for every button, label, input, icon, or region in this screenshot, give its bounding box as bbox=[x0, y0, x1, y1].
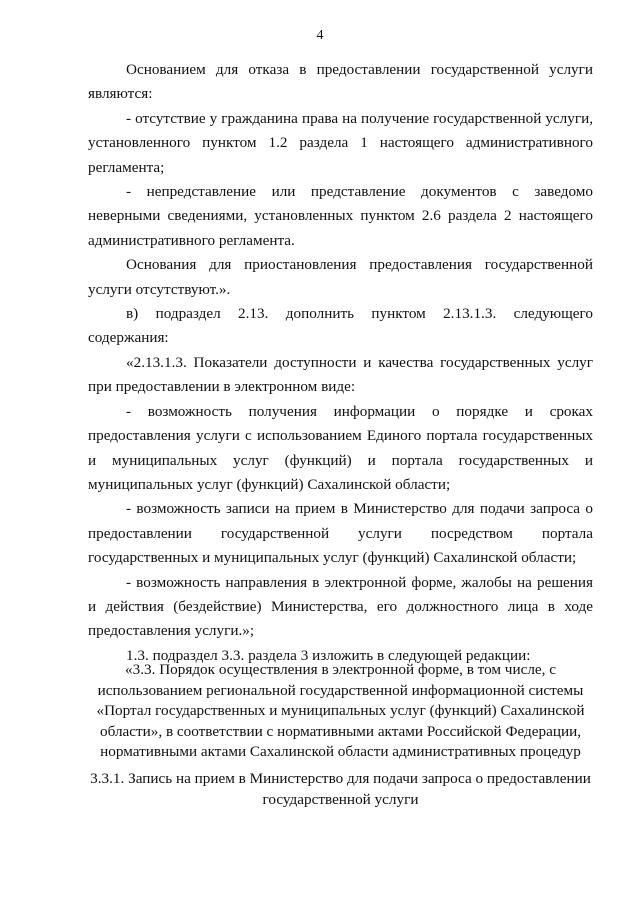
paragraph-amend-2-13: в) подраздел 2.13. дополнить пунктом 2.13.1.3. следующего содержания: bbox=[88, 305, 593, 347]
paragraph-complaint: - возможность направления в электронной форме, жалобы на решения и действия (бездействие) Министерства, его должностного лица в ходе предоставления услуги.»; bbox=[88, 573, 593, 640]
paragraph-amend-3-3: 1.3. подраздел 3.3. раздела 3 изложить в следующей редакции: bbox=[126, 646, 531, 664]
paragraph-indicators: «2.13.1.3. Показатели доступности и качества государственных услуг при предоставлении в электронном виде: bbox=[88, 353, 593, 396]
paragraph-no-right: - отсутствие у гражданина права на получение государственной услуги, установленного пунктом 1.2 раздела 1 настоящего административного регламента; bbox=[88, 109, 593, 176]
document-body bbox=[88, 58, 593, 668]
page-number: 4 bbox=[316, 28, 324, 43]
paragraph-appointment: - возможность записи на прием в Министерство для подачи запроса о предоставлении государственной услуги посредством портала государственных и муниципальных услуг (функций) Сахалинской области; bbox=[88, 500, 593, 567]
paragraph-info-access: - возможность получения информации о порядке и сроках предоставления услуги с использованием Единого портала государственных и муниципальных услуг (функций) и портала государственных и муниципальных услуг (функций) Сахалинской области; bbox=[88, 402, 593, 493]
paragraph-false-documents: - непредставление или представление документов с заведомо неверными сведениями, установленных пунктом 2.6 раздела 2 настоящего административного регламента. bbox=[88, 183, 593, 249]
paragraph-refusal-grounds: Основанием для отказа в предоставлении государственной услуги являются: bbox=[88, 61, 593, 103]
section-heading-3-3: «3.3. Порядок осуществления в электронной форме, в том числе, с использованием региональной государственной информационной системы «Портал государственных и муниципальных услуг (функций) Сахалинской области», в соответствии с нормативными актами Российской Федерации, нормативными актами Сахалинской области административных процедур bbox=[96, 661, 585, 760]
subsection-heading-3-3-1: 3.3.1. Запись на прием в Министерство для подачи запроса о предоставлении государственной услуги bbox=[90, 770, 591, 808]
paragraph-suspension-grounds: Основания для приостановления предоставления государственной услуги отсутствуют.». bbox=[88, 256, 593, 298]
